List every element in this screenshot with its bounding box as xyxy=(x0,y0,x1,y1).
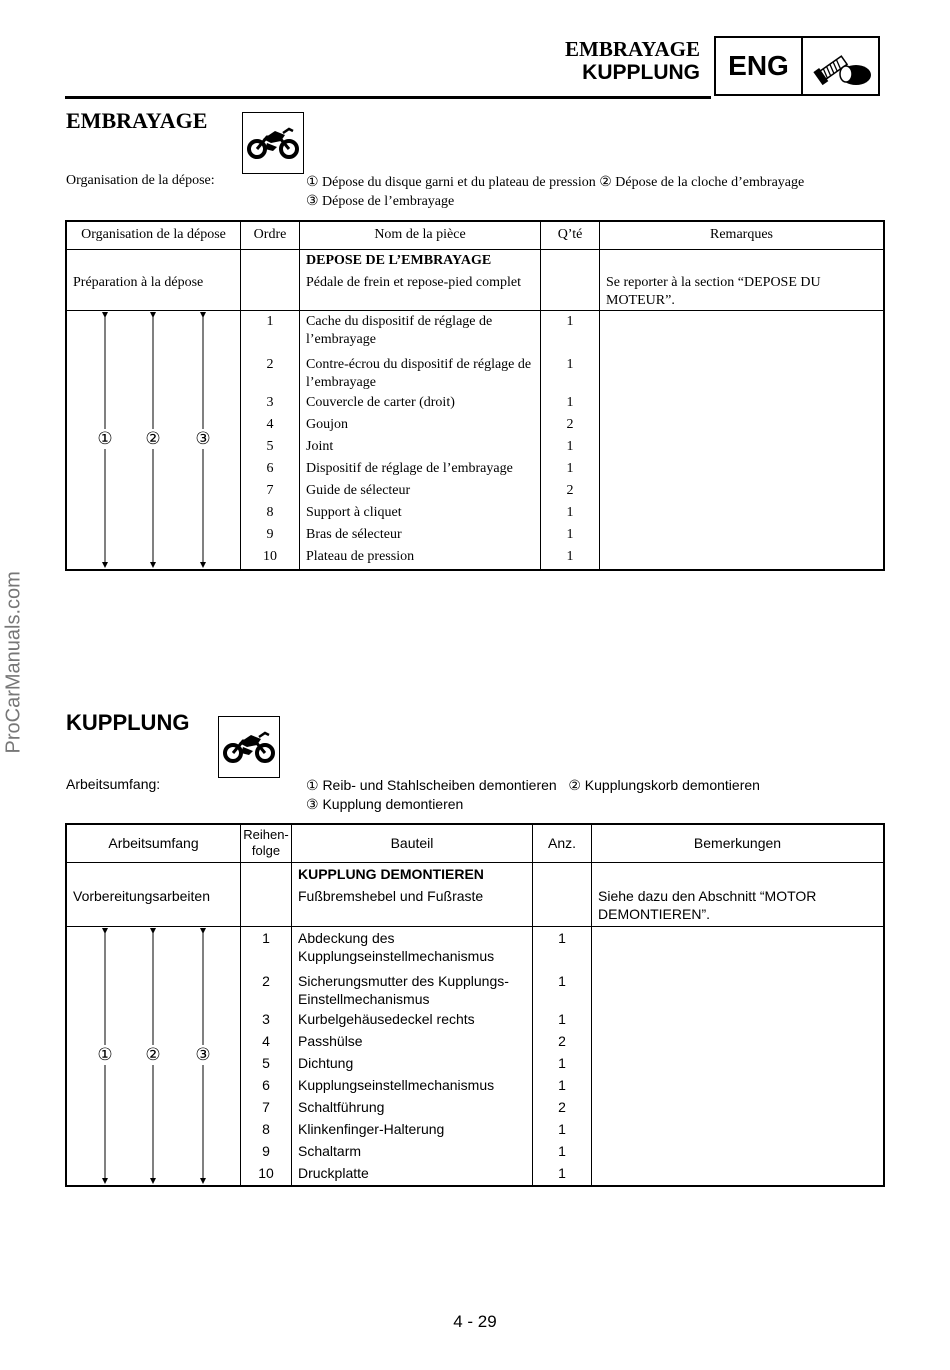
order-cell: 5 xyxy=(241,1054,292,1076)
page-number: 4 - 29 xyxy=(453,1312,497,1331)
prep-label: Préparation à la dépose xyxy=(73,274,204,290)
table-heading-row: DEPOSE DE L’EMBRAYAGE xyxy=(300,249,541,270)
order-cell: 5 xyxy=(241,438,300,460)
col-header: Anz. xyxy=(533,824,592,862)
qty-cell: 2 xyxy=(541,482,600,504)
motorcycle-icon-de xyxy=(218,716,280,778)
order-cell: 9 xyxy=(241,526,300,548)
prep-label: Vorbereitungsarbeiten xyxy=(73,887,210,904)
order-cell: 9 xyxy=(241,1142,292,1164)
qty-cell: 1 xyxy=(533,1164,592,1186)
col-header: Bemerkungen xyxy=(592,824,885,862)
qty-cell: 1 xyxy=(541,354,600,394)
order-cell: 4 xyxy=(241,1032,292,1054)
prep-remark: Siehe dazu den Abschnitt “MOTOR DEMONTIEREN”. xyxy=(592,883,885,927)
eng-badge xyxy=(714,36,880,96)
circle-marker: ③ xyxy=(195,1044,211,1065)
prep-part: Fußbremshebel und Fußraste xyxy=(292,883,533,927)
part-cell: Sicherungsmutter des Kupplungs-Einstellmechanismus xyxy=(292,970,533,1010)
part-cell: Couvercle de carter (droit) xyxy=(300,394,541,416)
col-header: Organisation de la dépose xyxy=(66,221,241,249)
part-cell: Passhülse xyxy=(292,1032,533,1054)
order-cell: 7 xyxy=(241,482,300,504)
org-line1-fr: ① Dépose du disque garni et du plateau de pression ② Dépose de la cloche d’embrayage xyxy=(306,175,805,190)
order-cell: 7 xyxy=(241,1098,292,1120)
qty-cell: 1 xyxy=(533,1054,592,1076)
part-cell: Goujon xyxy=(300,416,541,438)
col-header: Arbeitsumfang xyxy=(66,824,241,862)
section-title-fr: EMBRAYAGE xyxy=(66,108,208,133)
part-cell: Dichtung xyxy=(292,1054,533,1076)
col-header: Q’té xyxy=(541,221,600,249)
qty-cell: 1 xyxy=(533,926,592,970)
col-header: Nom de la pièce xyxy=(300,221,541,249)
removal-order-arrows xyxy=(66,310,241,570)
org-label-fr: Organisation de la dépose: xyxy=(66,173,215,188)
part-cell: Joint xyxy=(300,438,541,460)
part-cell: Abdeckung des Kupplungseinstellmechanismus xyxy=(292,926,533,970)
order-cell: 4 xyxy=(241,416,300,438)
qty-cell: 2 xyxy=(533,1098,592,1120)
qty-cell: 1 xyxy=(541,548,600,570)
job-table-fr xyxy=(65,220,885,571)
order-cell: 1 xyxy=(241,926,292,970)
qty-cell: 1 xyxy=(533,1120,592,1142)
part-cell: Support à cliquet xyxy=(300,504,541,526)
col-header: Reihen-folge xyxy=(241,824,292,862)
circle-marker: ① xyxy=(97,1044,113,1065)
org-line2-fr: ③ Dépose de l’embrayage xyxy=(306,194,455,209)
qty-cell: 2 xyxy=(541,416,600,438)
qty-cell: 1 xyxy=(541,394,600,416)
part-cell: Plateau de pression xyxy=(300,548,541,570)
qty-cell: 2 xyxy=(533,1032,592,1054)
remarks-cell xyxy=(600,310,885,570)
watermark: ProCarManuals.com xyxy=(2,571,25,754)
order-cell: 2 xyxy=(241,354,300,394)
org-label-de: Arbeitsumfang: xyxy=(66,776,161,792)
order-cell: 3 xyxy=(241,1010,292,1032)
order-cell: 6 xyxy=(241,1076,292,1098)
qty-cell: 1 xyxy=(541,526,600,548)
header-title-de: KUPPLUNG xyxy=(582,61,700,84)
order-cell: 3 xyxy=(241,394,300,416)
section-title-de: KUPPLUNG xyxy=(66,710,190,735)
circle-marker: ① xyxy=(97,428,113,449)
part-cell: Dispositif de réglage de l’embrayage xyxy=(300,460,541,482)
part-cell: Klinkenfinger-Halterung xyxy=(292,1120,533,1142)
order-cell: 2 xyxy=(241,970,292,1010)
qty-cell: 1 xyxy=(533,1142,592,1164)
part-cell: Guide de sélecteur xyxy=(300,482,541,504)
circle-marker: ③ xyxy=(195,428,211,449)
prep-part: Pédale de frein et repose-pied complet xyxy=(300,270,541,311)
part-cell: Kupplungseinstellmechanismus xyxy=(292,1076,533,1098)
part-cell: Cache du dispositif de réglage de l’embrayage xyxy=(300,310,541,354)
order-cell: 1 xyxy=(241,310,300,354)
col-header: Ordre xyxy=(241,221,300,249)
removal-order-arrows xyxy=(66,926,241,1186)
prep-remark: Se reporter à la section “DEPOSE DU MOTEUR”. xyxy=(600,270,885,311)
order-cell: 10 xyxy=(241,1164,292,1186)
engine-bolt-icon xyxy=(803,38,878,94)
qty-cell: 1 xyxy=(541,460,600,482)
org-line1-de: ① Reib- und Stahlscheiben demontieren ② Kupplungskorb demontieren xyxy=(306,777,760,793)
part-cell: Kurbelgehäusedeckel rechts xyxy=(292,1010,533,1032)
table-heading-row: KUPPLUNG DEMONTIEREN xyxy=(292,862,533,883)
order-cell: 10 xyxy=(241,548,300,570)
header-title-fr: EMBRAYAGE xyxy=(565,37,700,61)
qty-cell: 1 xyxy=(533,970,592,1010)
circle-marker: ② xyxy=(145,428,161,449)
col-header: Remarques xyxy=(600,221,885,249)
part-cell: Druckplatte xyxy=(292,1164,533,1186)
qty-cell: 1 xyxy=(541,310,600,354)
part-cell: Schaltarm xyxy=(292,1142,533,1164)
job-table-de xyxy=(65,823,885,1187)
qty-cell: 1 xyxy=(533,1076,592,1098)
motorcycle-icon-fr xyxy=(242,112,304,174)
part-cell: Contre-écrou du dispositif de réglage de l’embrayage xyxy=(300,354,541,394)
order-cell: 6 xyxy=(241,460,300,482)
header-rule xyxy=(65,96,711,99)
eng-badge-label: ENG xyxy=(716,38,803,94)
qty-cell: 1 xyxy=(541,438,600,460)
remarks-cell xyxy=(592,926,885,1186)
order-cell: 8 xyxy=(241,504,300,526)
col-header: Bauteil xyxy=(292,824,533,862)
org-line2-de: ③ Kupplung demontieren xyxy=(306,796,464,812)
part-cell: Bras de sélecteur xyxy=(300,526,541,548)
circle-marker: ② xyxy=(145,1044,161,1065)
qty-cell: 1 xyxy=(533,1010,592,1032)
order-cell: 8 xyxy=(241,1120,292,1142)
part-cell: Schaltführung xyxy=(292,1098,533,1120)
qty-cell: 1 xyxy=(541,504,600,526)
